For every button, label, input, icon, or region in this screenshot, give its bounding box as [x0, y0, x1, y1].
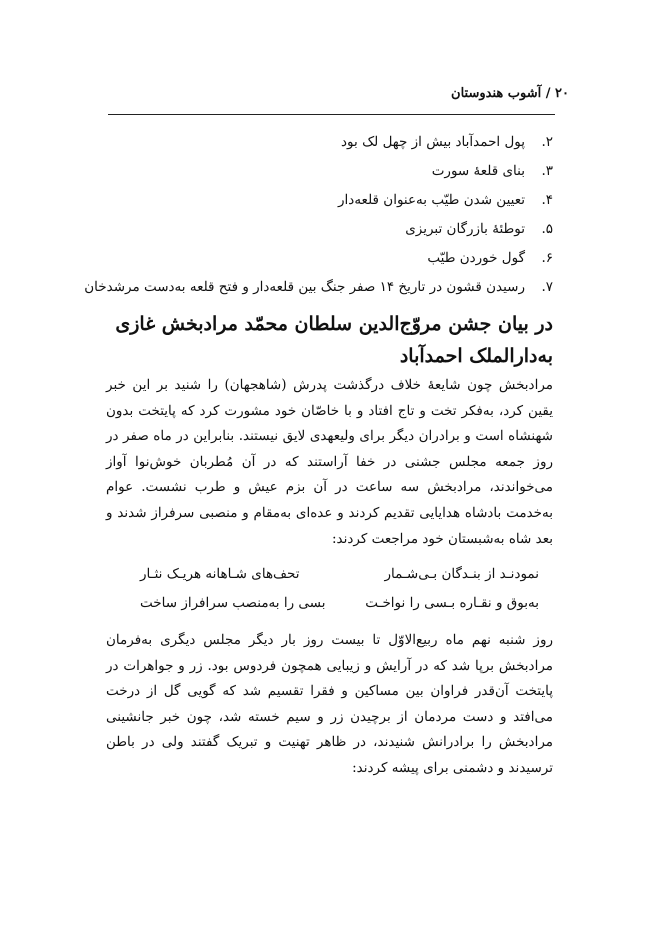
- list-item-text: توطئهٔ بازرگان تبریزی: [405, 221, 525, 237]
- body-paragraph: روز شنبه نهم ماه ربیع‌الاوّل تا بیست روز بار دیگر مجلس دیگری به‌فرمان مرادبخش برپا شد که در آرایش و زیبایی همچون فردوس بود. زر و جواهرات در پایتخت آن‌قدر فراوان بین مساکین و فقرا تقسیم شد که گویی گل از درخت می‌افتد و دست مردمان از برچیدن زر و سیم خسته شد، چون خبر جانشینی مرادبخش را برادرانش شنیدند، در ظاهر تهنیت و تبریک گفتند ولی در باطن ترسیدند و دشمنی برای پیشه کردند:: [106, 632, 553, 776]
- list-item-number: ۴.: [541, 192, 553, 208]
- list-item-number: ۵.: [541, 221, 553, 237]
- list-item-text: بنای قلعهٔ سورت: [431, 163, 525, 179]
- verse-line: [140, 566, 539, 594]
- list-item: [100, 128, 553, 157]
- body-paragraph: مرادبخش چون شایعهٔ خلاف درگذشت پدرش (شاهجهان) را شنید بر این خبر یقین کرد، به‌فکر تخت و تاج افتاد و با خاصّان خود مشورت کرد که پایتخت بدون شهنشاه است و برادران دیگر برای ولیعهدی لایق نیستند. بنابراین در ماه صفر در روز جمعه مجلس جشنی در خفا آراستند که در آن مُطربان خوش‌نوا آواز می‌خواندند، مرادبخش سه ساعت در آن بزم عیش و طرب نشست. عوام به‌خدمت بادشاه هدایایی تقدیم کردند و عده‌ای به‌مقام و منصبی سرفراز شدند و بعد شاه به‌شبستان خود مراجعت کردند:: [106, 377, 553, 547]
- list-item: [100, 215, 553, 244]
- running-header: ۲۰ / آشوب هندوستان: [451, 86, 569, 101]
- list-item-text: رسیدن قشون در تاریخ ۱۴ صفر جنگ بین قلعه‌دار و فتح قلعه به‌دست مرشدخان: [84, 279, 525, 295]
- verse-first-hemistich: نمودنـد از بنـدگان بـی‌شـمار: [384, 566, 539, 582]
- list-item-number: ۷.: [541, 279, 553, 295]
- verse-second-hemistich: تحف‌های شـاهانه هریـک نثـار: [140, 566, 300, 582]
- list-item: [84, 273, 553, 302]
- list-item-number: ۳.: [541, 163, 553, 179]
- section-title: در بیان جشن مروّج‌الدین سلطان محمّد مرادبخش غازی به‌دارالملک احمدآباد: [115, 313, 553, 367]
- verse-line: [140, 595, 539, 623]
- list-item-number: ۲.: [541, 134, 553, 150]
- list-item-text: گول خوردن طیّب: [427, 250, 525, 266]
- header-rule: [108, 114, 555, 115]
- list-item-text: پول احمدآباد بیش از چهل لک بود: [341, 134, 525, 150]
- list-item: [100, 186, 553, 215]
- list-item-text: تعیین شدن طیّب به‌عنوان قلعه‌دار: [338, 192, 525, 208]
- list-item: [100, 157, 553, 186]
- verse-first-hemistich: به‌بوق و نقـاره بـسی را نواخـت: [365, 595, 539, 611]
- list-item-number: ۶.: [541, 250, 553, 266]
- list-item: [100, 244, 553, 273]
- verse-second-hemistich: بسی را به‌منصب سرافراز ساخت: [140, 595, 326, 611]
- chapter-list: [84, 128, 553, 302]
